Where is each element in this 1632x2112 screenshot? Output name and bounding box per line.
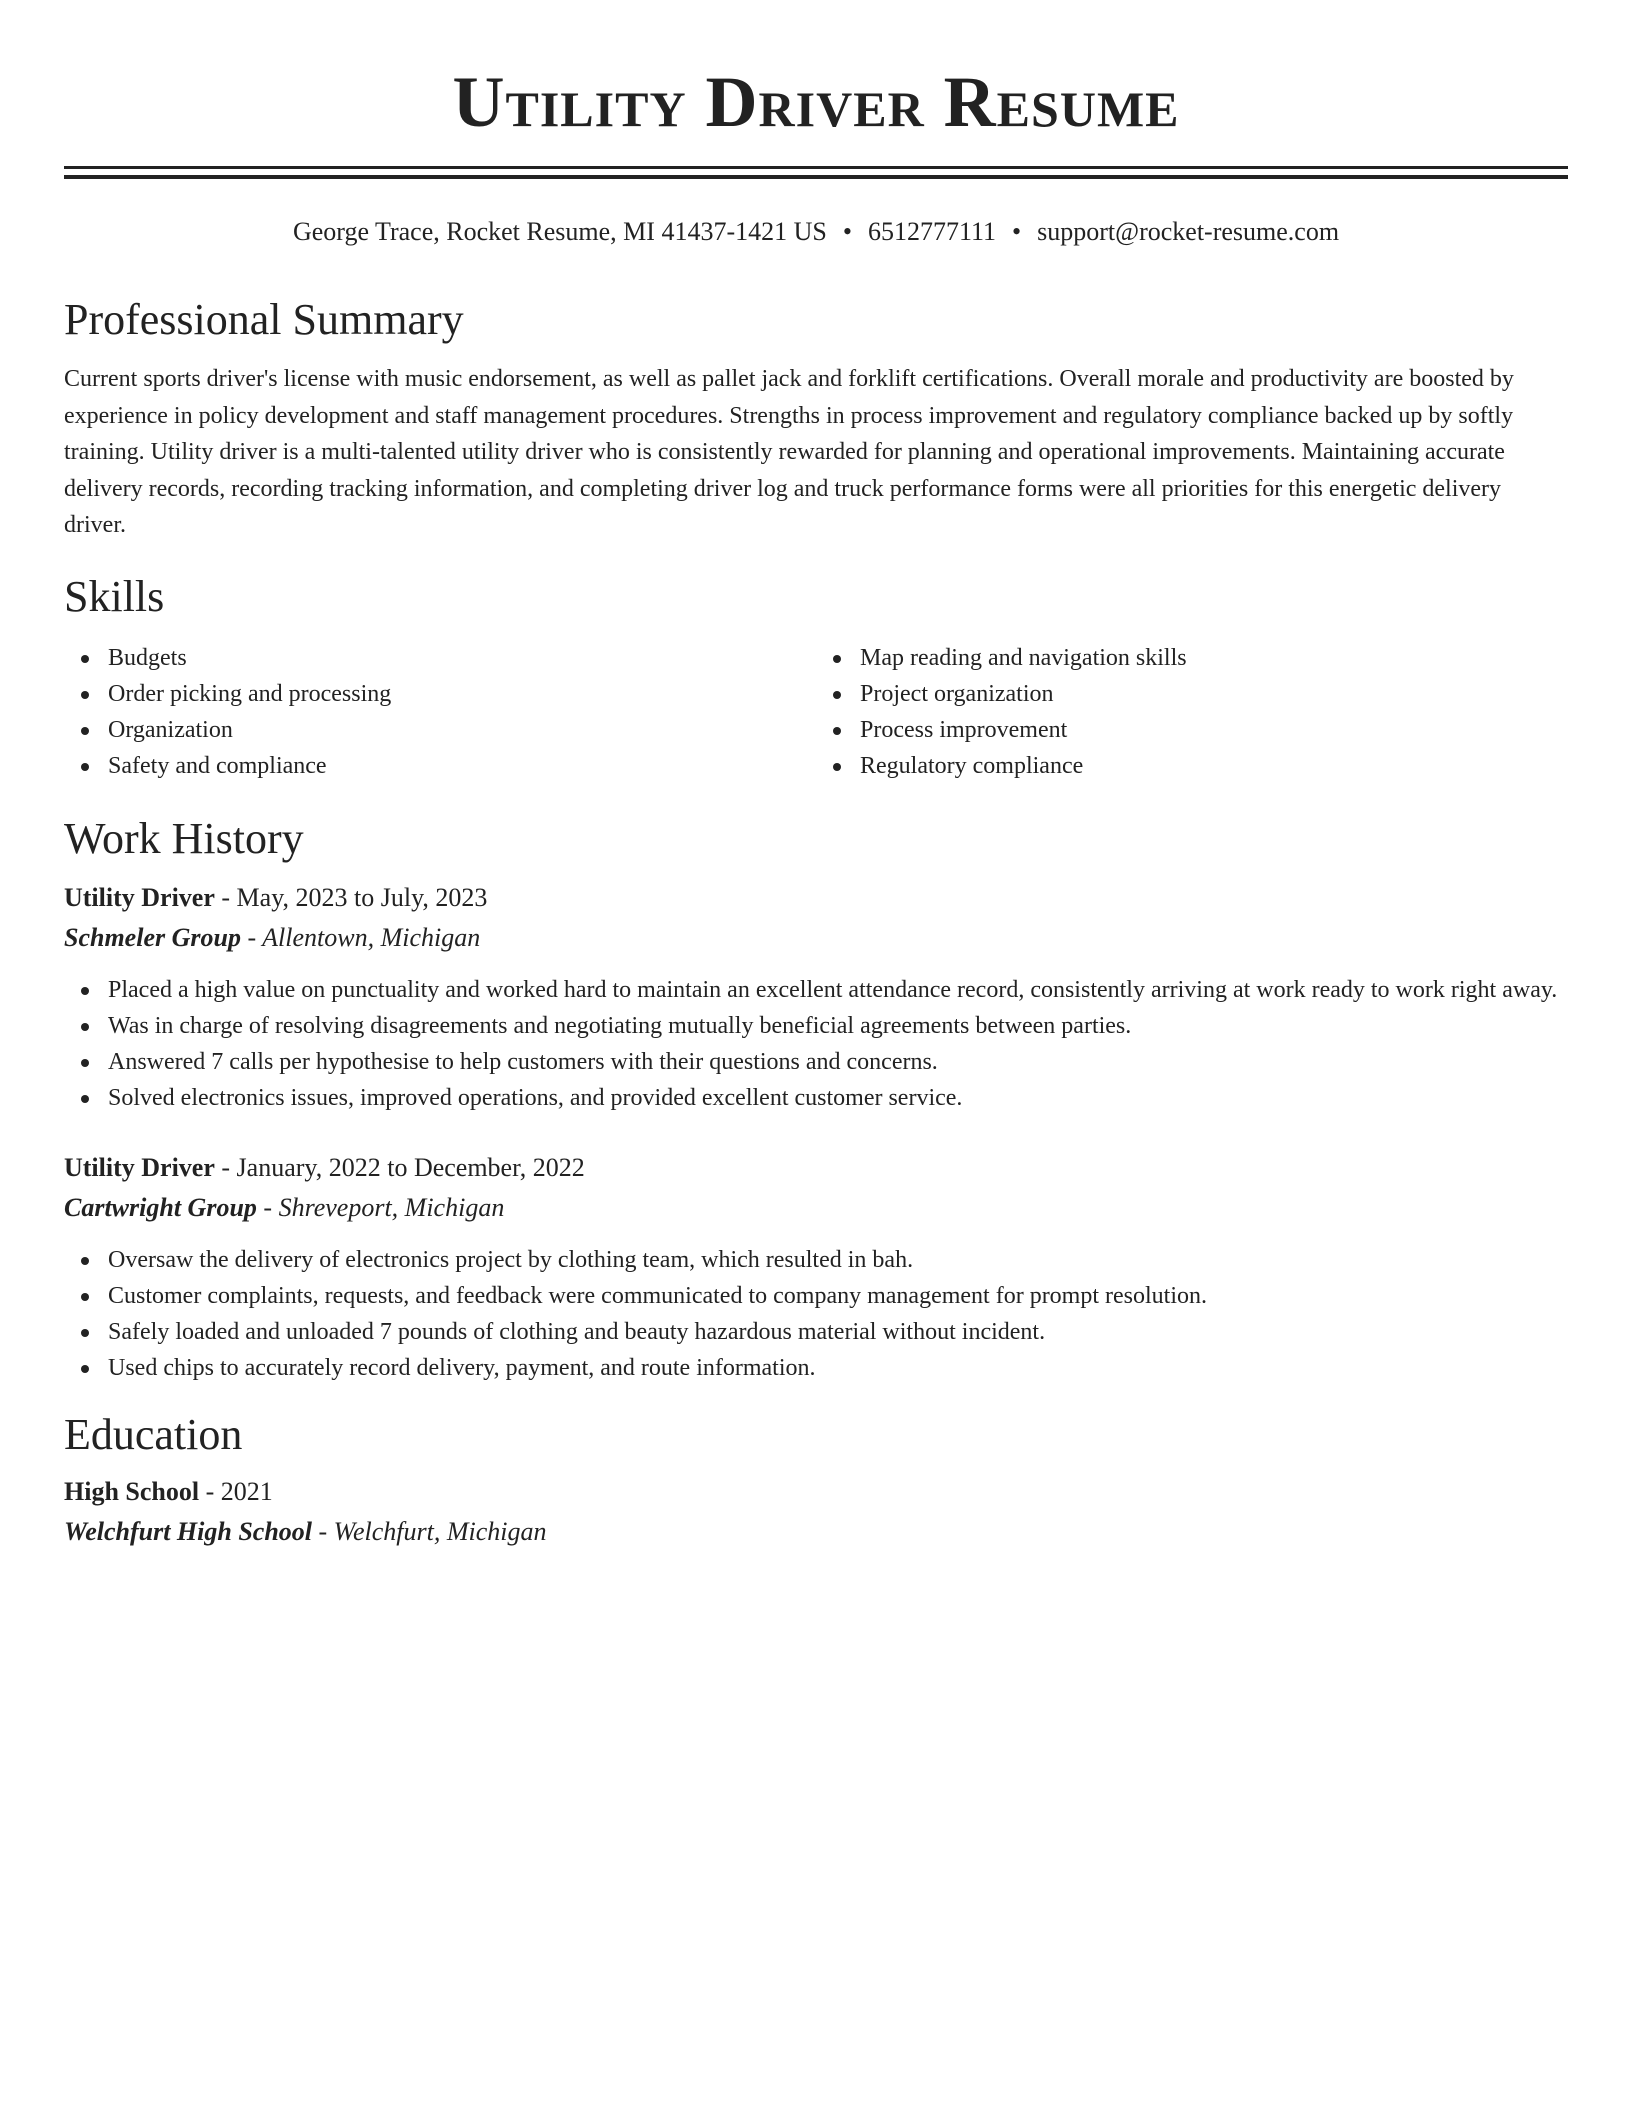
job-duty-item: Placed a high value on punctuality and worked hard to maintain an excellent attendance record, consistently arriving at work ready to work right away. bbox=[108, 972, 1568, 1008]
job-entry bbox=[64, 880, 1568, 1116]
skill-item: Map reading and navigation skills bbox=[860, 640, 1568, 676]
job-duty-item: Oversaw the delivery of electronics project by clothing team, which resulted in bah. bbox=[108, 1242, 1568, 1278]
job-duty-item: Customer complaints, requests, and feedback were communicated to company management for prompt resolution. bbox=[108, 1278, 1568, 1314]
employer-line bbox=[64, 920, 1568, 956]
job-title-line bbox=[64, 880, 1568, 916]
job-duty-item: Solved electronics issues, improved operations, and provided excellent customer service. bbox=[108, 1080, 1568, 1116]
education-section bbox=[64, 1408, 1568, 1550]
job-entry bbox=[64, 1150, 1568, 1386]
job-title: Utility Driver bbox=[64, 1152, 215, 1182]
summary-heading: Professional Summary bbox=[64, 295, 464, 344]
contact-separator: • bbox=[1012, 217, 1022, 246]
degree-line bbox=[64, 1474, 1568, 1510]
job-duty-item: Used chips to accurately record delivery, payment, and route information. bbox=[108, 1350, 1568, 1386]
school-location: - Welchfurt, Michigan bbox=[312, 1516, 547, 1546]
school-line bbox=[64, 1514, 1568, 1550]
job-duties-list bbox=[64, 1242, 1568, 1386]
title-rule-top bbox=[64, 166, 1568, 169]
employer-location: - Allentown, Michigan bbox=[240, 922, 481, 952]
job-duties-list bbox=[64, 972, 1568, 1116]
title-rule-bottom bbox=[64, 175, 1568, 179]
contact-email: support@rocket-resume.com bbox=[1037, 217, 1340, 246]
skill-item: Project organization bbox=[860, 676, 1568, 712]
skill-item: Order picking and processing bbox=[108, 676, 816, 712]
job-duty-item: Safely loaded and unloaded 7 pounds of clothing and beauty hazardous material without incident. bbox=[108, 1314, 1568, 1350]
job-dates: - May, 2023 to July, 2023 bbox=[214, 882, 488, 912]
degree-name: High School bbox=[64, 1476, 200, 1506]
contact-phone: 6512777111 bbox=[867, 217, 997, 246]
skills-section bbox=[64, 570, 1568, 784]
education-heading: Education bbox=[64, 1409, 243, 1459]
employer-location: - Shreveport, Michigan bbox=[256, 1192, 505, 1222]
work-history-heading: Work History bbox=[64, 813, 304, 863]
employer-name: Cartwright Group bbox=[64, 1192, 257, 1222]
resume-page bbox=[64, 0, 1568, 1550]
work-history-section bbox=[64, 812, 1568, 1386]
contact-address: George Trace, Rocket Resume, MI 41437-1421 US bbox=[292, 217, 827, 246]
school-name: Welchfurt High School bbox=[64, 1516, 313, 1546]
job-dates: - January, 2022 to December, 2022 bbox=[214, 1152, 585, 1182]
skills-column-right bbox=[816, 640, 1568, 784]
employer-line bbox=[64, 1190, 1568, 1226]
job-duty-item: Answered 7 calls per hypothesise to help customers with their questions and concerns. bbox=[108, 1044, 1568, 1080]
skill-item: Regulatory compliance bbox=[860, 748, 1568, 784]
skills-grid bbox=[64, 640, 1568, 784]
job-title-line bbox=[64, 1150, 1568, 1186]
contact-separator: • bbox=[842, 217, 852, 246]
resume-title: Utility Driver Resume bbox=[452, 62, 1180, 142]
skill-item: Process improvement bbox=[860, 712, 1568, 748]
skills-column-left bbox=[64, 640, 816, 784]
graduation-year: - 2021 bbox=[199, 1476, 273, 1506]
skill-item: Safety and compliance bbox=[108, 748, 816, 784]
skill-item: Organization bbox=[108, 712, 816, 748]
contact-line bbox=[64, 215, 1568, 249]
job-title: Utility Driver bbox=[64, 882, 215, 912]
skills-heading: Skills bbox=[64, 571, 165, 621]
education-entry bbox=[64, 1474, 1568, 1550]
professional-summary-section bbox=[64, 293, 1568, 544]
employer-name: Schmeler Group bbox=[64, 922, 241, 952]
skill-item: Budgets bbox=[108, 640, 816, 676]
summary-text: Current sports driver's license with music endorsement, as well as pallet jack and forklift certifications. Overall morale and productivity are boosted by experience in policy development and staff management procedures. Strengths in process improvement and regulatory compliance backed up by softly training. Utility driver is a multi-talented utility driver who is consistently rewarded for planning and operational improvements. Maintaining accurate delivery records, recording tracking information, and completing driver log and truck performance forms were all priorities for this energetic delivery driver. bbox=[64, 366, 1514, 538]
job-duty-item: Was in charge of resolving disagreements and negotiating mutually beneficial agreements between parties. bbox=[108, 1008, 1568, 1044]
